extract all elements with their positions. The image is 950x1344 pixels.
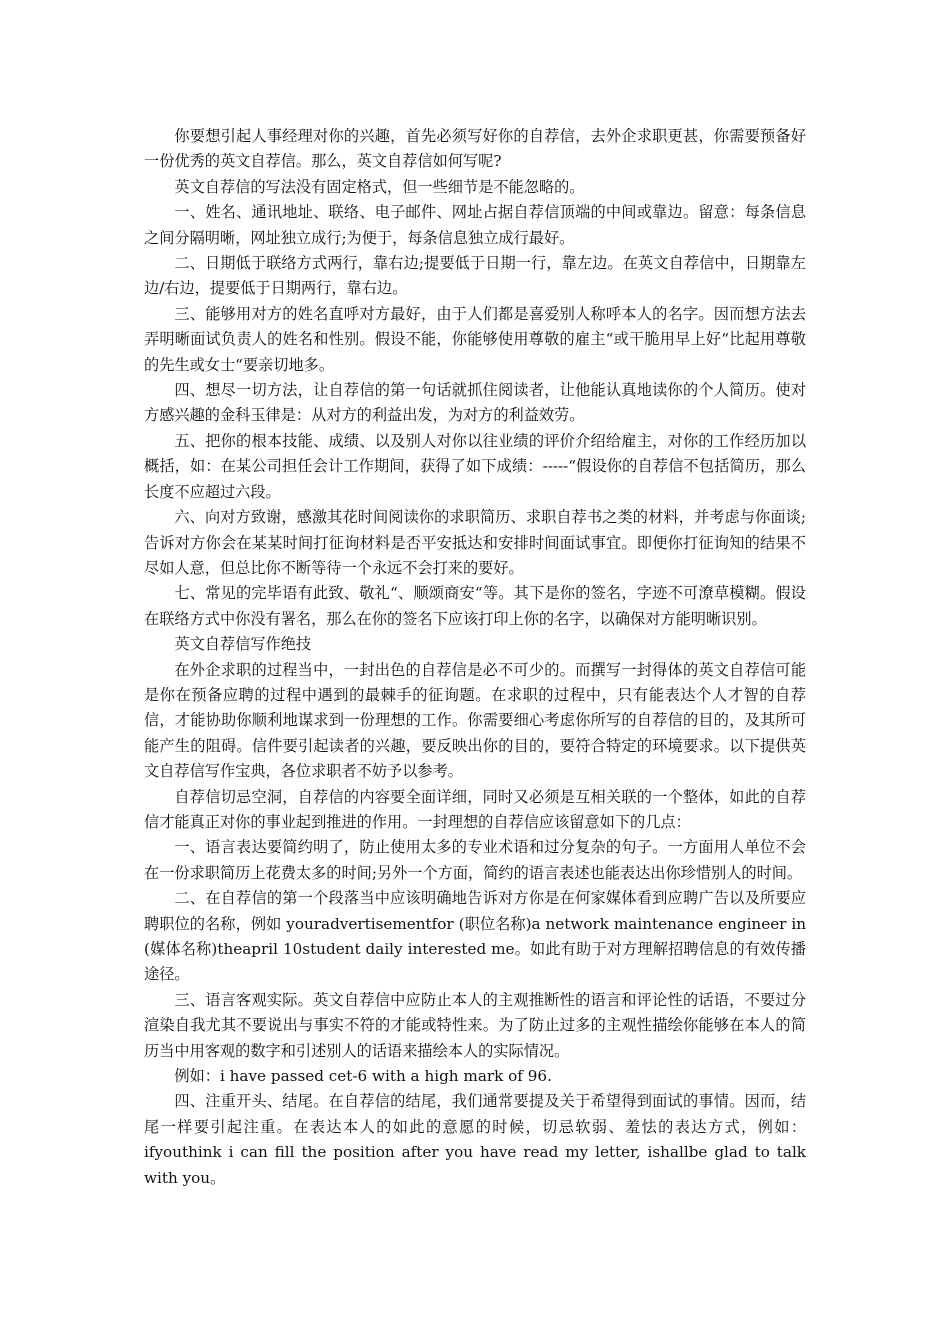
paragraph-example: 例如：i have passed cet-6 with a high mark of 96. <box>174 1067 552 1086</box>
paragraph-overview: 自荐信切忌空洞，自荐信的内容要全面详细，同时又必须是互相关联的一个整体，如此的自荐信才能真正对你的事业起到推进的作用。一封理想的自荐信应该留意如下的几点： <box>144 787 806 831</box>
paragraph-format-note: 英文自荐信的写法没有固定格式，但一些细节是不能忽略的。 <box>174 177 585 196</box>
paragraph-point-2: 二、日期低于联络方式两行，靠右边;提要低于日期一行，靠左边。在英文自荐信中，日期靠左边/右边，提要低于日期两行，靠右边。 <box>144 254 806 298</box>
paragraph-point-6: 六、向对方致谢，感激其花时间阅读你的求职简历、求职自荐书之类的材料，并考虑与你面谈;告诉对方你会在某某时间打征询材料是否平安抵达和安排时间面试事宜。即便你打征询知的结果不尽如人意，但总比你不断等待一个永远不会打来的要好。 <box>144 508 806 577</box>
section-heading: 英文自荐信写作绝技 <box>174 635 312 654</box>
paragraph-point-4: 四、想尽一切方法，让自荐信的第一句话就抓住阅读者，让他能认真地读你的个人简历。使对方感兴趣的金科玉律是：从对方的利益出发，为对方的利益效劳。 <box>144 381 806 425</box>
paragraph-tip-2: 二、在自荐信的第一个段落当中应该明确地告诉对方你是在何家媒体看到应聘广告以及所要应聘职位的名称，例如 youradvertisementfor (职位名称)a network maintenance engineer in (媒体名称)theapril 10student daily interested me。如此有助于对方理解招聘信息的有效传播途径。 <box>144 889 806 984</box>
document-body <box>144 124 806 1191</box>
paragraph-intro: 你要想引起人事经理对你的兴趣，首先必须写好你的自荐信，去外企求职更甚，你需要预备好一份优秀的英文自荐信。那么，英文自荐信如何写呢? <box>144 127 806 171</box>
paragraph-point-5: 五、把你的根本技能、成绩、以及别人对你以往业绩的评价介绍给雇主，对你的工作经历加以概括，如：在某公司担任会计工作期间，获得了如下成绩：-----“假设你的自荐信不包括简历，那么长度不应超过六段。 <box>144 431 806 501</box>
paragraph-tip-1: 一、语言表达要简约明了，防止使用太多的专业术语和过分复杂的句子。一方面用人单位不会在一份求职简历上花费太多的时间;另外一个方面，简约的语言表述也能表达出你珍惜别人的时间。 <box>144 838 806 882</box>
paragraph-tip-4: 四、注重开头、结尾。在自荐信的结尾，我们通常要提及关于希望得到面试的事情。因而，结尾一样要引起注重。在表达本人的如此的意愿的时候，切忌软弱、羞怯的表达方式，例如：ifyouthink i can fill the position after you have read my letter, ishallbe glad to talk with you。 <box>144 1092 806 1187</box>
paragraph-point-7: 七、常见的完毕语有此致、敬礼“、顺颂商安“等。其下是你的签名，字迹不可潦草模糊。假设在联络方式中你没有署名，那么在你的签名下应该打印上你的名字，以确保对方能明晰识别。 <box>144 584 806 628</box>
paragraph-section-intro: 在外企求职的过程当中，一封出色的自荐信是必不可少的。而撰写一封得体的英文自荐信可能是你在预备应聘的过程中遇到的最棘手的征询题。在求职的过程中，只有能表达个人才智的自荐信，才能协助你顺利地谋求到一份理想的工作。你需要细心考虑你所写的自荐信的目的，及其所可能产生的阻碍。信件要引起读者的兴趣，要反映出你的目的，要符合特定的环境要求。以下提供英文自荐信写作宝典，各位求职者不妨予以参考。 <box>144 660 806 781</box>
paragraph-tip-3: 三、语言客观实际。英文自荐信中应防止本人的主观推断性的语言和评论性的话语，不要过分渲染自我尤其不要说出与事实不符的才能或特性来。为了防止过多的主观性描绘你能够在本人的简历当中用客观的数字和引述别人的话语来描绘本人的实际情况。 <box>144 990 806 1060</box>
paragraph-point-3: 三、能够用对方的姓名直呼对方最好，由于人们都是喜爱别人称呼本人的名字。因而想方法去弄明晰面试负责人的姓名和性别。假设不能，你能够使用尊敬的雇主“或干脆用早上好“比起用尊敬的先生或女士“要亲切地多。 <box>144 304 806 374</box>
paragraph-point-1: 一、姓名、通讯地址、联络、电子邮件、网址占据自荐信顶端的中间或靠边。留意：每条信息之间分隔明晰，网址独立成行;为便于，每条信息独立成行最好。 <box>144 203 806 247</box>
